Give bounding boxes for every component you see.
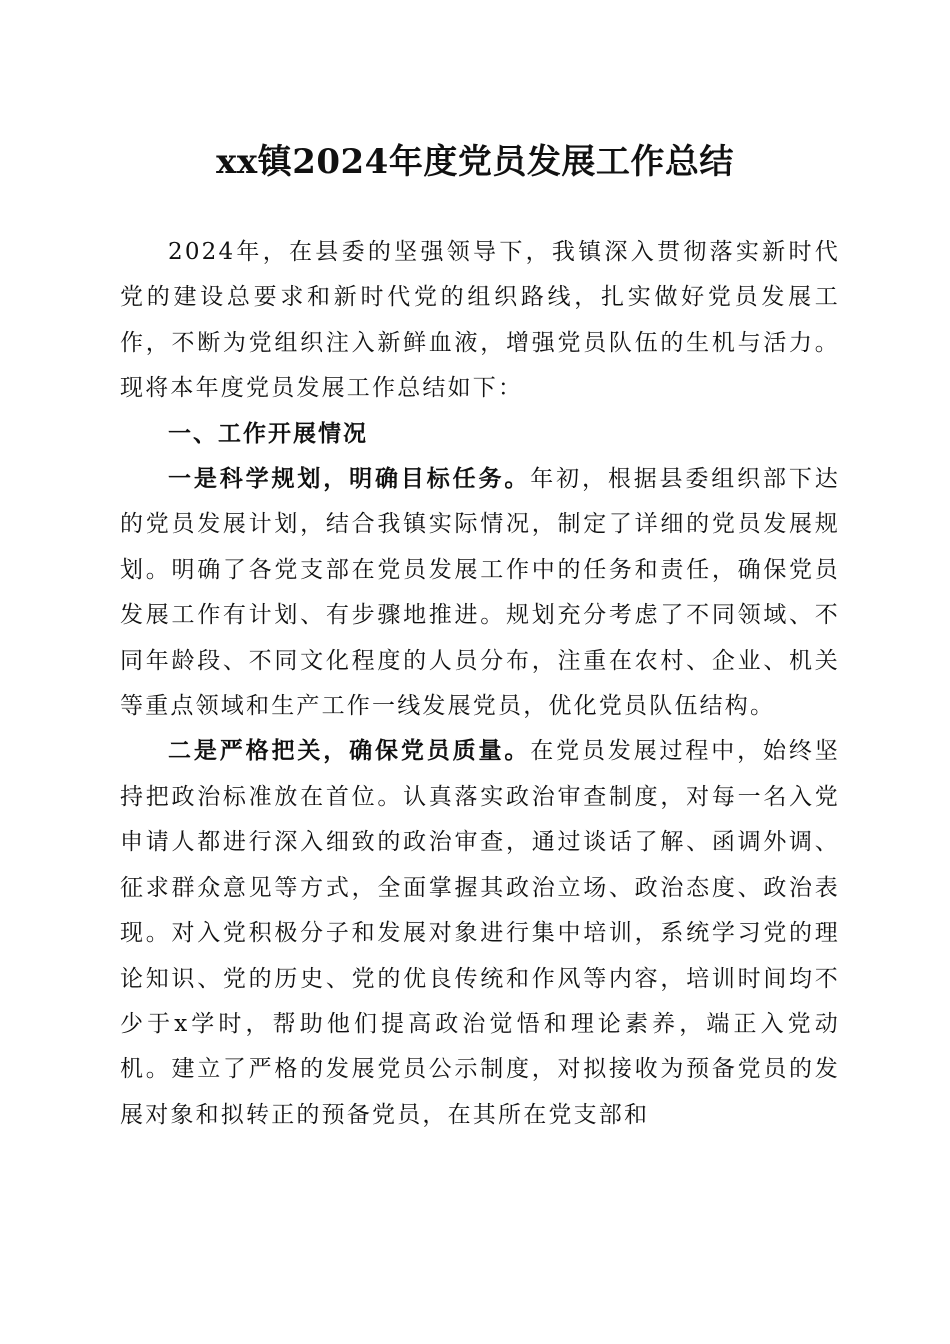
intro-paragraph: 2024年，在县委的坚强领导下，我镇深入贯彻落实新时代党的建设总要求和新时代党的组织路线，扎实做好党员发展工作，不断为党组织注入新鲜血液，增强党员队伍的生机与活力。现将本年度党员发展工作总结如下： [120,239,840,402]
item-2-lead: 二是严格把关，确保党员质量。 [168,738,531,765]
item-1-text: 年初，根据县委组织部下达的党员发展计划，结合我镇实际情况，制定了详细的党员发展规划。明确了各党支部在党员发展工作中的任务和责任，确保党员发展工作有计划、有步骤地推进。规划充分考虑了不同领域、不同年龄段、不同文化程度的人员分布，注重在农村、企业、机关等重点领域和生产工作一线发展党员，优化党员队伍结构。 [120,466,840,720]
section-heading: 一、工作开展情况 [168,420,368,447]
document-body [120,230,840,1138]
item-2-text: 在党员发展过程中，始终坚持把政治标准放在首位。认真落实政治审查制度，对每一名入党申请人都进行深入细致的政治审查，通过谈话了解、函调外调、征求群众意见等方式，全面掌握其政治立场、政治态度、政治表现。对入党积极分子和发展对象进行集中培训，系统学习党的理论知识、党的历史、党的优良传统和作风等内容，培训时间均不少于x学时，帮助他们提高政治觉悟和理论素养，端正入党动机。建立了严格的发展党员公示制度，对拟接收为预备党员的发展对象和拟转正的预备党员，在其所在党支部和 [120,738,840,1128]
item-1-paragraph [120,457,840,729]
item-1-lead: 一是科学规划，明确目标任务。 [168,466,531,493]
item-2-paragraph [120,729,840,1138]
document-title: xx镇2024年度党员发展工作总结 [216,142,734,182]
